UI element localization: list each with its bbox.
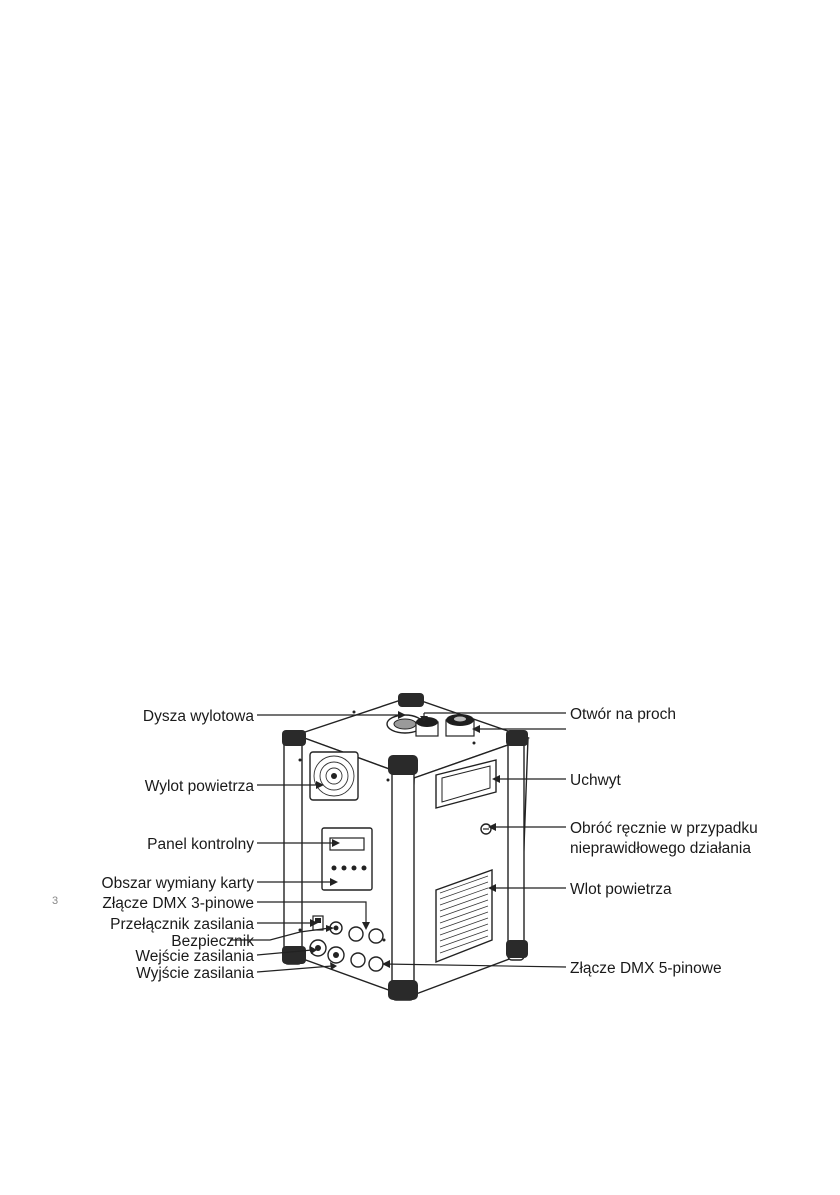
label-powder-hole: Otwór na proch bbox=[570, 706, 676, 723]
screw bbox=[473, 742, 476, 745]
label-control-panel: Panel kontrolny bbox=[147, 836, 254, 853]
label-nozzle: Dysza wylotowa bbox=[142, 708, 254, 725]
label-dmx5: Złącze DMX 5-pinowe bbox=[570, 960, 722, 977]
foot-left bbox=[282, 946, 306, 964]
control-panel-plate bbox=[322, 828, 372, 890]
screw bbox=[383, 939, 386, 942]
device-illustration bbox=[282, 693, 528, 1000]
dmx5-in bbox=[351, 953, 365, 967]
fuse-cap bbox=[334, 926, 339, 931]
labels-right bbox=[570, 706, 758, 977]
panel-button-2 bbox=[342, 866, 347, 871]
panel-button-3 bbox=[352, 866, 357, 871]
dmx3-in bbox=[349, 927, 363, 941]
label-air-inlet: Wlot powietrza bbox=[570, 881, 672, 898]
label-handle: Uchwyt bbox=[570, 772, 621, 789]
corner-cap-front bbox=[388, 755, 418, 775]
screw bbox=[299, 929, 302, 932]
label-fuse: Bezpiecznik bbox=[171, 933, 254, 950]
corner-cap-back bbox=[398, 693, 424, 707]
label-power-out: Wyjście zasilania bbox=[136, 965, 254, 982]
screw bbox=[299, 759, 302, 762]
fan-hub bbox=[331, 773, 337, 779]
power-out-pin bbox=[333, 952, 339, 958]
nozzle-opening bbox=[394, 719, 416, 729]
powder-cap-1-top bbox=[416, 717, 438, 727]
leader-power-out bbox=[257, 966, 332, 972]
labels-left bbox=[102, 708, 255, 982]
panel-button-1 bbox=[332, 866, 337, 871]
label-manual-turn-line1: Obróć ręcznie w przypadku bbox=[570, 820, 758, 837]
label-card-area: Obszar wymiany karty bbox=[101, 875, 254, 892]
label-dmx3: Złącze DMX 3-pinowe bbox=[102, 895, 254, 912]
foot-right bbox=[506, 940, 528, 958]
panel-button-4 bbox=[362, 866, 367, 871]
label-manual-turn-line2: nieprawidłowego działania bbox=[570, 840, 751, 857]
label-air-outlet: Wylot powietrza bbox=[144, 778, 254, 795]
dmx3-out bbox=[369, 929, 383, 943]
dmx5-out bbox=[369, 957, 383, 971]
page-marker: 3 bbox=[52, 895, 59, 907]
corner-post-right bbox=[508, 735, 524, 960]
foot-front bbox=[388, 980, 418, 1000]
powder-cap-2-center bbox=[454, 717, 466, 722]
corner-cap-right bbox=[506, 730, 528, 746]
screw bbox=[387, 779, 390, 782]
label-power-in: Wejście zasilania bbox=[135, 948, 254, 965]
screw bbox=[353, 711, 356, 714]
label-power-switch: Przełącznik zasilania bbox=[110, 916, 254, 933]
corner-cap-left bbox=[282, 730, 306, 746]
